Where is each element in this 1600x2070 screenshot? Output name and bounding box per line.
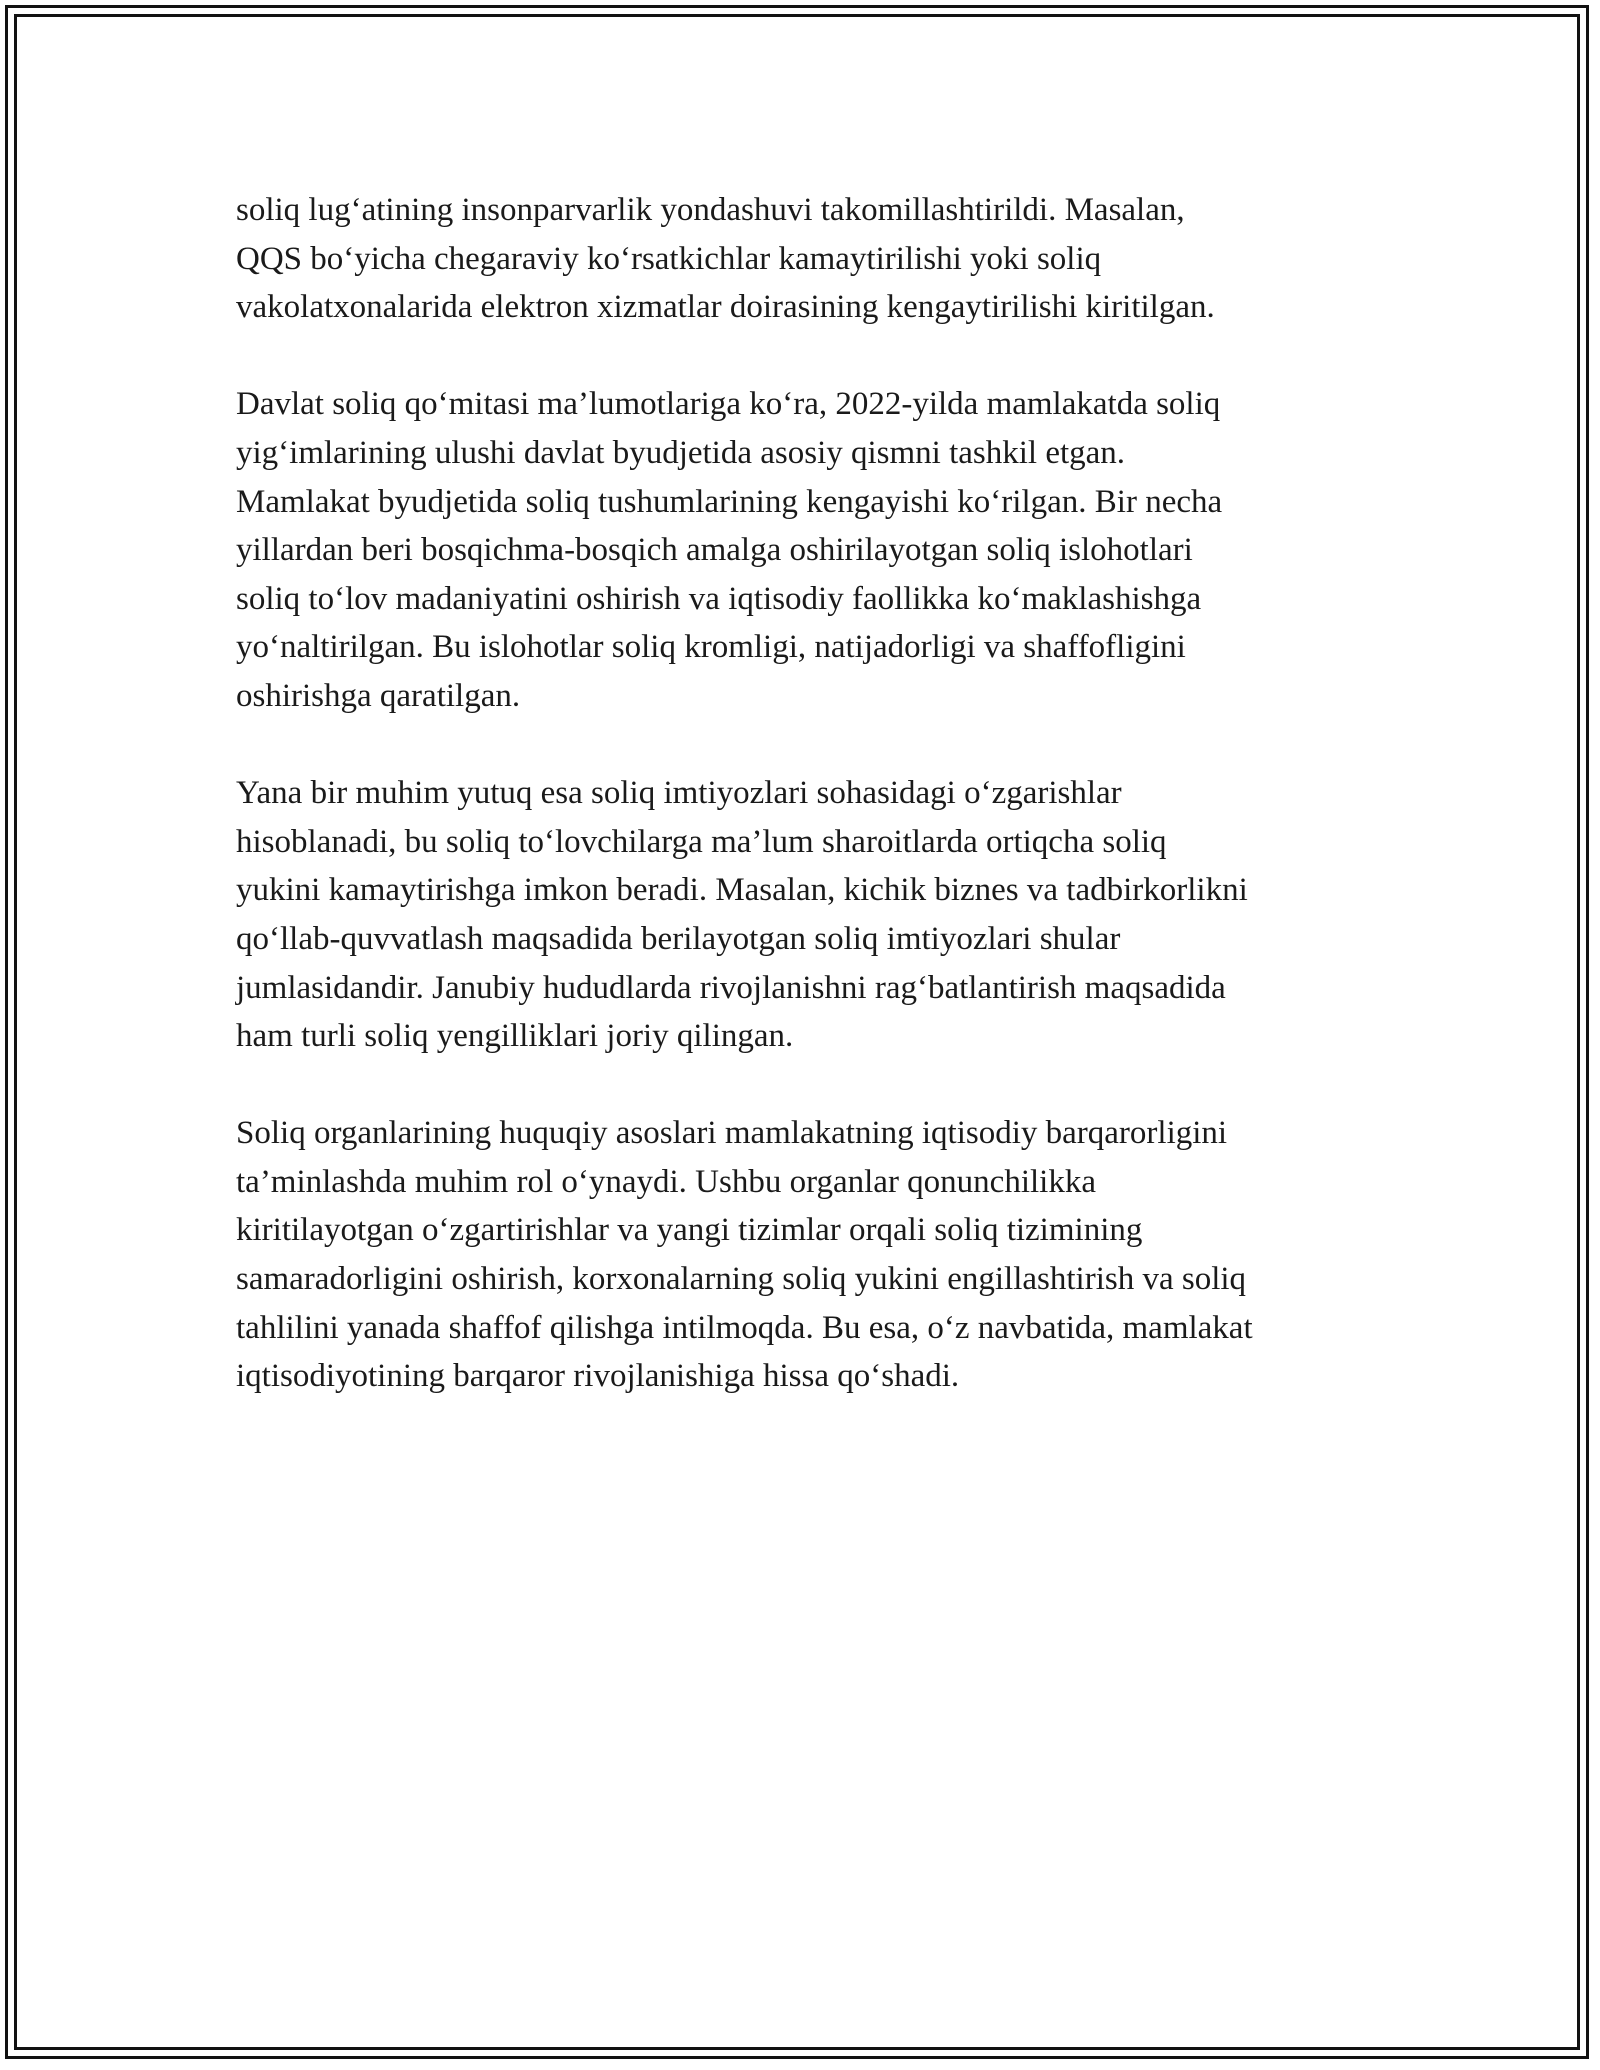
- paragraph-3: [236, 769, 1386, 1061]
- text-line: yillardan beri bosqichma-bosqich amalga oshirilayotgan soliq islohotlari: [236, 532, 1193, 569]
- text-line: Soliq organlarining huquqiy asoslari mamlakatning iqtisodiy barqarorligini: [236, 1115, 1228, 1152]
- text-line: tahlilini yanada shaffof qilishga intilmoqda. Bu esa, o‘z navbatida, mamlakat: [236, 1309, 1253, 1346]
- text-line: Mamlakat byudjetida soliq tushumlarining kengayishi ko‘rilgan. Bir necha: [236, 483, 1223, 520]
- text-line: ta’minlashda muhim rol o‘ynaydi. Ushbu organlar qonunchilikka: [236, 1163, 1096, 1200]
- text-line: soliq lug‘atining insonparvarlik yondashuvi takomillashtirildi. Masalan,: [236, 192, 1185, 228]
- text-line: yo‘naltirilgan. Bu islohotlar soliq kromligi, natijadorligi va shaffofligini: [236, 629, 1186, 666]
- paragraph-4: [236, 1109, 1386, 1401]
- text-line: Yana bir muhim yutuq esa soliq imtiyozlari sohasidagi o‘zgarishlar: [236, 775, 1122, 812]
- text-line: yig‘imlarining ulushi davlat byudjetida asosiy qismni tashkil etgan.: [236, 434, 1126, 471]
- text-line: jumlasidandir. Janubiy hududlarda rivojlanishni rag‘batlantirish maqsadida: [236, 969, 1226, 1006]
- text-line: samaradorligini oshirish, korxonalarning soliq yukini engillashtirish va soliq: [236, 1261, 1247, 1298]
- paragraph-1: [236, 186, 1386, 332]
- text-line: qo‘llab-quvvatlash maqsadida berilayotgan soliq imtiyozlari shular: [236, 920, 1121, 957]
- text-line: Davlat soliq qo‘mitasi ma’lumotlariga ko‘ra, 2022-yilda mamlakatda soliq: [236, 386, 1221, 423]
- text-line: iqtisodiyotining barqaror rivojlanishiga hissa qo‘shadi.: [236, 1358, 960, 1395]
- text-line: yukini kamaytirishga imkon beradi. Masalan, kichik biznes va tadbirkorlikni: [236, 872, 1248, 909]
- text-line: vakolatxonalarida elektron xizmatlar doirasining kengaytirilishi kiritilgan.: [236, 289, 1215, 326]
- text-line: ham turli soliq yengilliklari joriy qilingan.: [236, 1018, 794, 1055]
- paragraph-2: [236, 380, 1386, 720]
- text-line: oshirishga qaratilgan.: [236, 677, 521, 714]
- text-line: QQS bo‘yicha chegaraviy ko‘rsatkichlar kamaytirilishi yoki soliq: [236, 240, 1102, 277]
- document-body: [236, 186, 1386, 1449]
- text-line: kiritilayotgan o‘zgartirishlar va yangi tizimlar orqali soliq tizimining: [236, 1212, 1143, 1249]
- text-line: soliq to‘lov madaniyatini oshirish va iqtisodiy faollikka ko‘maklashishga: [236, 580, 1202, 617]
- text-line: hisoblanadi, bu soliq to‘lovchilarga ma’lum sharoitlarda ortiqcha soliq: [236, 823, 1167, 860]
